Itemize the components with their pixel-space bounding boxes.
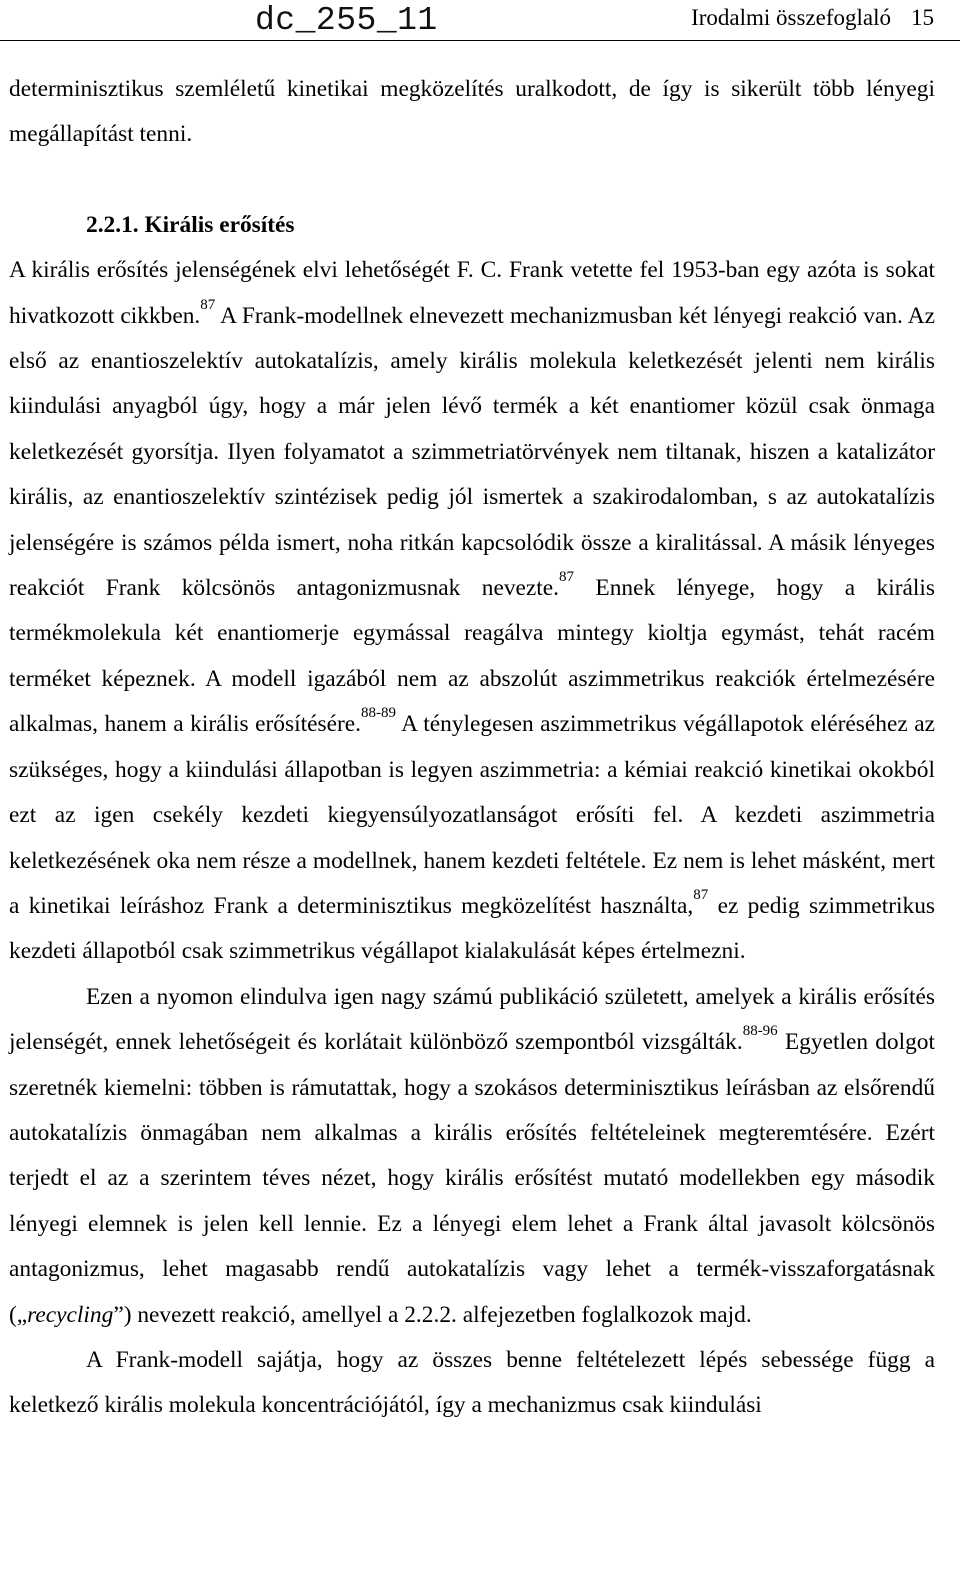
paragraph-publications [9,975,935,1338]
document-body [9,67,935,1429]
italic-term: recycling [27,1301,114,1328]
text-run: ez pedig szimmetrikus kezdeti állapotból csak szimmetrikus végállapot kialakulását képes értelmezni. [9,892,936,965]
section-spacer [9,158,935,203]
section-heading: 2.2.1. Királis erősítés [86,211,295,238]
document-id: dc_255_11 [255,2,438,39]
section-header [691,3,934,33]
text-run: ”) nevezett reakció, amellyel a 2.2.2. alfejezetben foglalkozok majd. [113,1301,752,1328]
reference-superscript: 87 [693,886,709,903]
paragraph-frank-property: A Frank-modell sajátja, hogy az összes benne feltételezett lépés sebessége függ a keletkező királis molekula koncentrációjától, így a mechanizmus csak kiindulási [9,1346,935,1419]
reference-superscript: 87 [559,569,575,586]
text-run: A Frank-modellnek elnevezett mechanizmusban két lényegi reakció van. Az első az enantioszelektív autokatalízis, amely királis molekula keletkezését jelenti nem királis kiindulási anyagból úgy, hogy a már jelen lévő termék a két enantiomer közül csak önmaga keletkezését gyorsítja. Ilyen folyamatot a szimmetriatörvények nem tiltanak, hiszen a katalizátor királis, az enantioszelektív szintézisek pedig jól ismertek a szakirodalomban, s az autokatalízis jelenségére is számos példa ismert, noha ritkán kapcsolódik össze a kiralitással. A másik lényeges reakciót Frank kölcsönös antagonizmusnak nevezte. [9,302,935,602]
text-run: Ezen a nyomon elindulva igen nagy számú publikáció született, amelyek a királis erősítés jelenségét, ennek lehetőségeit és korlátait különböző szempontból vizsgálták. [9,983,935,1056]
reference-superscript: 88-89 [360,705,396,722]
reference-superscript: 88-96 [742,1023,778,1040]
paragraph-frank-model [9,248,935,975]
section-title: Irodalmi összefoglaló [691,5,891,30]
text-run: Egyetlen dolgot szeretnék kiemelni: többen is rámutattak, hogy a szokásos determinisztikus leírásban az elsőrendű autokatalízis önmagában nem alkalmas a királis erősítés feltételeinek megteremtésére. Ezért terjedt el az a szerintem téves nézet, hogy királis erősítést mutató modellekben egy második lényegi elemnek is jelen kell lennie. Ez a lényegi elem lehet a Frank által javasolt kölcsönös antagonizmus, lehet magasabb rendű autokatalízis vagy lehet a termék-visszaforgatásnak („ [9,1029,935,1328]
paragraph-continued: determinisztikus szemléletű kinetikai megközelítés uralkodott, de így is sikerült több lényegi megállapítást tenni. [9,76,935,148]
running-header [0,0,960,41]
reference-superscript: 87 [200,296,216,313]
text-run: A ténylegesen aszimmetrikus végállapotok eléréséhez az szükséges, hogy a kiindulási állapotban is legyen aszimmetria: a kémiai reakció kinetikai okokból ezt az igen csekély kezdeti kiegyensúlyozatlanságot erősíti fel. A kezdeti aszimmetria keletkezésének oka nem része a modellnek, hanem kezdeti feltétele. Ez nem is lehet másként, mert a kinetikai leíráshoz Frank a determinisztikus megközelítést használta, [9,711,935,919]
page-number: 15 [911,5,934,30]
text-run: Ennek lényege, hogy a királis termékmolekula két enantiomerje egymással reagálva mintegy kioltja egymást, tehát racém terméket képeznek. A modell igazából nem az abszolút aszimmetrikus reakciók értelmezésére alkalmas, hanem a királis erősítésére. [9,575,935,738]
text-run: A királis erősítés jelenségének elvi lehetőségét F. C. Frank vetette fel 1953-ban egy azóta is sokat hivatkozott cikkben. [9,257,935,329]
